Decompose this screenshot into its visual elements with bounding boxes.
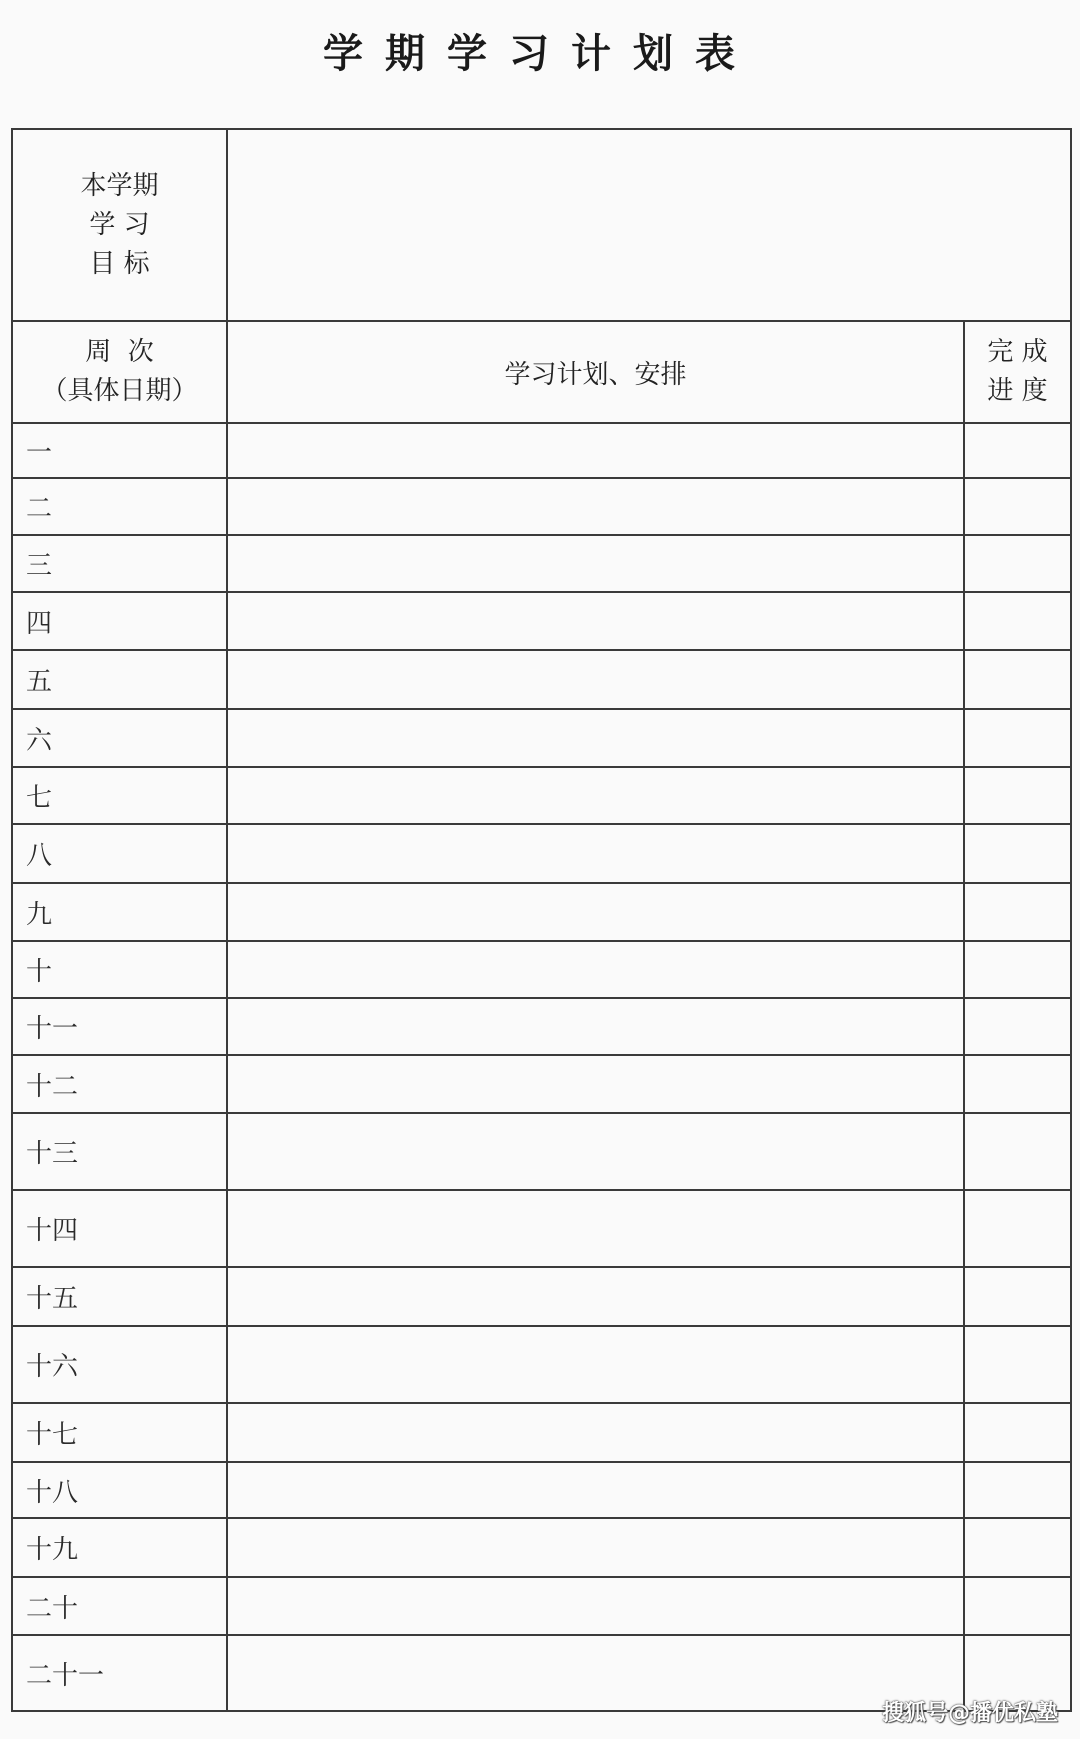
week-progress-cell[interactable] (964, 592, 1071, 650)
week-progress-cell[interactable] (964, 709, 1071, 767)
week-progress-cell[interactable] (964, 1403, 1071, 1462)
week-progress-cell[interactable] (964, 1267, 1071, 1326)
week-plan-cell[interactable] (227, 883, 964, 941)
plan-header-cell: 学习计划、安排 (227, 321, 964, 423)
week-progress-cell[interactable] (964, 1577, 1071, 1635)
week-row (12, 478, 1071, 535)
week-number-cell: 十一 (12, 998, 227, 1055)
week-number-cell: 二 (12, 478, 227, 535)
week-number-cell: 九 (12, 883, 227, 941)
week-row (12, 1113, 1071, 1190)
week-number-cell: 十七 (12, 1403, 227, 1462)
goal-row (12, 129, 1071, 321)
week-number-cell: 十二 (12, 1055, 227, 1113)
week-number-cell: 十 (12, 941, 227, 998)
progress-header-line-2: 进 度 (987, 376, 1048, 406)
week-header-line-2: （具体日期） (41, 376, 198, 406)
week-number-cell: 十四 (12, 1190, 227, 1267)
week-progress-cell[interactable] (964, 1190, 1071, 1267)
week-number-cell: 十九 (12, 1518, 227, 1577)
week-plan-cell[interactable] (227, 1635, 964, 1711)
week-row (12, 1326, 1071, 1403)
goal-label-line-2: 学 习 (89, 209, 150, 240)
progress-header-line-1: 完 成 (987, 337, 1048, 367)
week-progress-cell[interactable] (964, 998, 1071, 1055)
week-number-cell: 一 (12, 423, 227, 478)
week-plan-cell[interactable] (227, 1326, 964, 1403)
week-number-cell: 十六 (12, 1326, 227, 1403)
week-plan-cell[interactable] (227, 1267, 964, 1326)
week-row (12, 1190, 1071, 1267)
week-progress-cell[interactable] (964, 1326, 1071, 1403)
week-row (12, 1267, 1071, 1326)
week-row (12, 1055, 1071, 1113)
week-row (12, 1462, 1071, 1518)
week-plan-cell[interactable] (227, 478, 964, 535)
week-row (12, 592, 1071, 650)
week-plan-cell[interactable] (227, 1055, 964, 1113)
week-progress-cell[interactable] (964, 1055, 1071, 1113)
header-row (12, 321, 1071, 423)
week-row (12, 1518, 1071, 1577)
week-plan-cell[interactable] (227, 423, 964, 478)
watermark: 搜狐号@播优私塾 (881, 1701, 1058, 1726)
week-number-cell: 十三 (12, 1113, 227, 1190)
week-progress-cell[interactable] (964, 767, 1071, 824)
week-plan-cell[interactable] (227, 650, 964, 709)
week-row (12, 535, 1071, 592)
goal-label-cell (12, 129, 227, 321)
goal-input-cell[interactable] (227, 129, 1071, 321)
week-plan-cell[interactable] (227, 1577, 964, 1635)
week-progress-cell[interactable] (964, 423, 1071, 478)
week-plan-cell[interactable] (227, 824, 964, 883)
week-plan-cell[interactable] (227, 1113, 964, 1190)
week-progress-cell[interactable] (964, 883, 1071, 941)
week-row (12, 650, 1071, 709)
page-title: 学期学习计划表 (323, 31, 757, 77)
goal-label-line-3: 目 标 (89, 248, 150, 279)
week-number-cell: 七 (12, 767, 227, 824)
week-row (12, 1577, 1071, 1635)
week-progress-cell[interactable] (964, 478, 1071, 535)
week-number-cell: 五 (12, 650, 227, 709)
week-number-cell: 二十 (12, 1577, 227, 1635)
week-number-cell: 八 (12, 824, 227, 883)
week-number-cell: 六 (12, 709, 227, 767)
week-plan-cell[interactable] (227, 767, 964, 824)
week-row (12, 709, 1071, 767)
week-progress-cell[interactable] (964, 650, 1071, 709)
week-row (12, 941, 1071, 998)
week-number-cell: 三 (12, 535, 227, 592)
week-plan-cell[interactable] (227, 1403, 964, 1462)
week-row (12, 883, 1071, 941)
progress-header-cell (964, 321, 1071, 423)
week-number-cell: 十五 (12, 1267, 227, 1326)
week-plan-cell[interactable] (227, 998, 964, 1055)
week-plan-cell[interactable] (227, 535, 964, 592)
week-progress-cell[interactable] (964, 1113, 1071, 1190)
week-number-cell: 十八 (12, 1462, 227, 1518)
week-number-cell: 二十一 (12, 1635, 227, 1711)
week-plan-cell[interactable] (227, 1190, 964, 1267)
week-header-cell (12, 321, 227, 423)
goal-label-line-1: 本学期 (80, 170, 159, 201)
week-plan-cell[interactable] (227, 592, 964, 650)
week-progress-cell[interactable] (964, 1462, 1071, 1518)
week-progress-cell[interactable] (964, 824, 1071, 883)
week-row (12, 1403, 1071, 1462)
week-row (12, 423, 1071, 478)
week-row (12, 767, 1071, 824)
week-row (12, 824, 1071, 883)
week-progress-cell[interactable] (964, 1518, 1071, 1577)
study-plan-table (11, 128, 1072, 1712)
week-plan-cell[interactable] (227, 1462, 964, 1518)
week-plan-cell[interactable] (227, 941, 964, 998)
week-plan-cell[interactable] (227, 1518, 964, 1577)
week-number-cell: 四 (12, 592, 227, 650)
week-progress-cell[interactable] (964, 941, 1071, 998)
week-plan-cell[interactable] (227, 709, 964, 767)
week-row (12, 998, 1071, 1055)
week-progress-cell[interactable] (964, 535, 1071, 592)
week-header-line-1: 周 次 (85, 337, 154, 367)
